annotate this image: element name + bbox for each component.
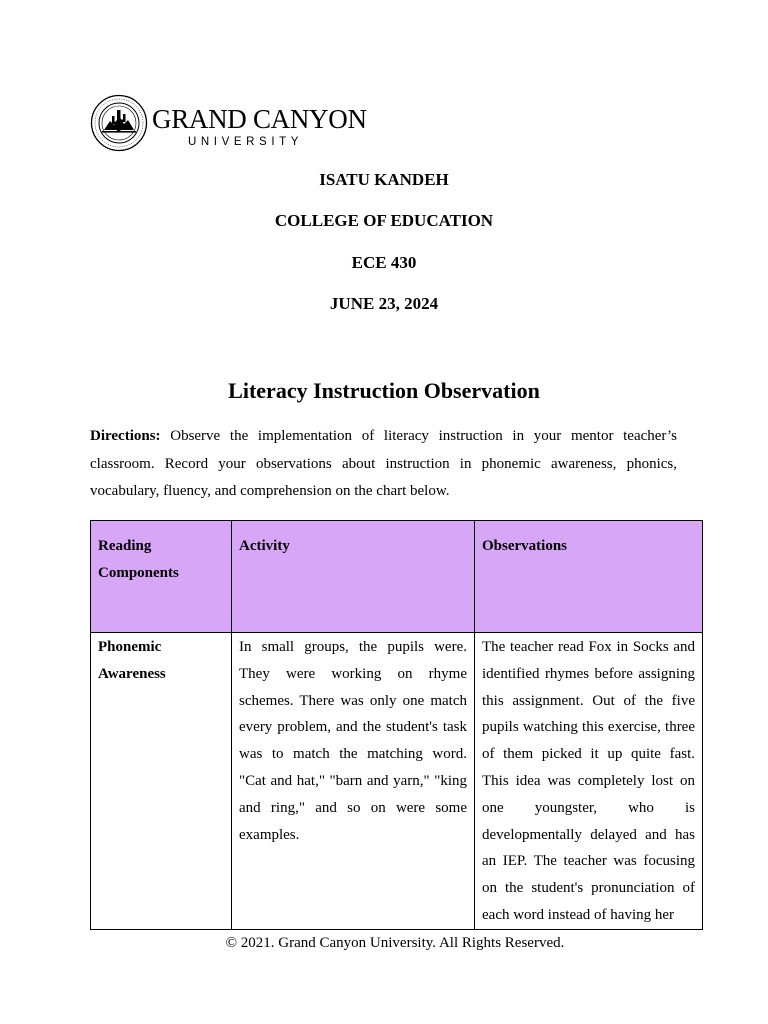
copyright-footer: © 2021. Grand Canyon University. All Rights Reserved. bbox=[225, 935, 565, 951]
cell-component: Phonemic Awareness bbox=[91, 633, 232, 930]
university-logo bbox=[90, 92, 367, 154]
observation-table bbox=[90, 520, 703, 930]
header-activity: Activity bbox=[232, 521, 475, 633]
college-name: COLLEGE OF EDUCATION bbox=[274, 211, 494, 230]
header-reading-components: Reading Components bbox=[91, 521, 232, 633]
student-name: ISATU KANDEH bbox=[319, 170, 449, 189]
cell-observation: The teacher read Fox in Socks and identified rhymes before assigning this assignment. Out of the five pupils watching this exercise, three of them picked it up quite fast. This idea was completely lost on one youngster, who is developmentally delayed and has an IEP. The teacher was focusing on the student's pronunciation of each word instead of having her bbox=[475, 633, 703, 930]
directions-paragraph bbox=[90, 423, 677, 506]
directions-text: Observe the implementation of literacy instruction in your mentor teacher’s classroom. Record your observations about instruction in phonemic awareness, phonics, vocabulary, fluency, and comprehension on the chart below. bbox=[90, 428, 677, 499]
header-observations: Observations bbox=[475, 521, 703, 633]
table-header-row bbox=[91, 521, 703, 633]
submission-date: JUNE 23, 2024 bbox=[329, 294, 439, 313]
logo-wordmark: GRAND CANYON bbox=[152, 104, 367, 134]
logo-subtitle: UNIVERSITY bbox=[188, 136, 304, 148]
course-code: ECE 430 bbox=[351, 253, 417, 272]
university-seal-icon bbox=[90, 94, 148, 152]
document-title: Literacy Instruction Observation bbox=[228, 378, 540, 403]
table-row bbox=[91, 633, 703, 930]
cell-activity: In small groups, the pupils were. They were working on rhyme schemes. There was only one match every problem, and the student's task was to match the matching word. "Cat and hat," "barn and yarn," "king and ring," and so on were some examples. bbox=[232, 633, 475, 930]
directions-label: Directions: bbox=[90, 428, 161, 444]
